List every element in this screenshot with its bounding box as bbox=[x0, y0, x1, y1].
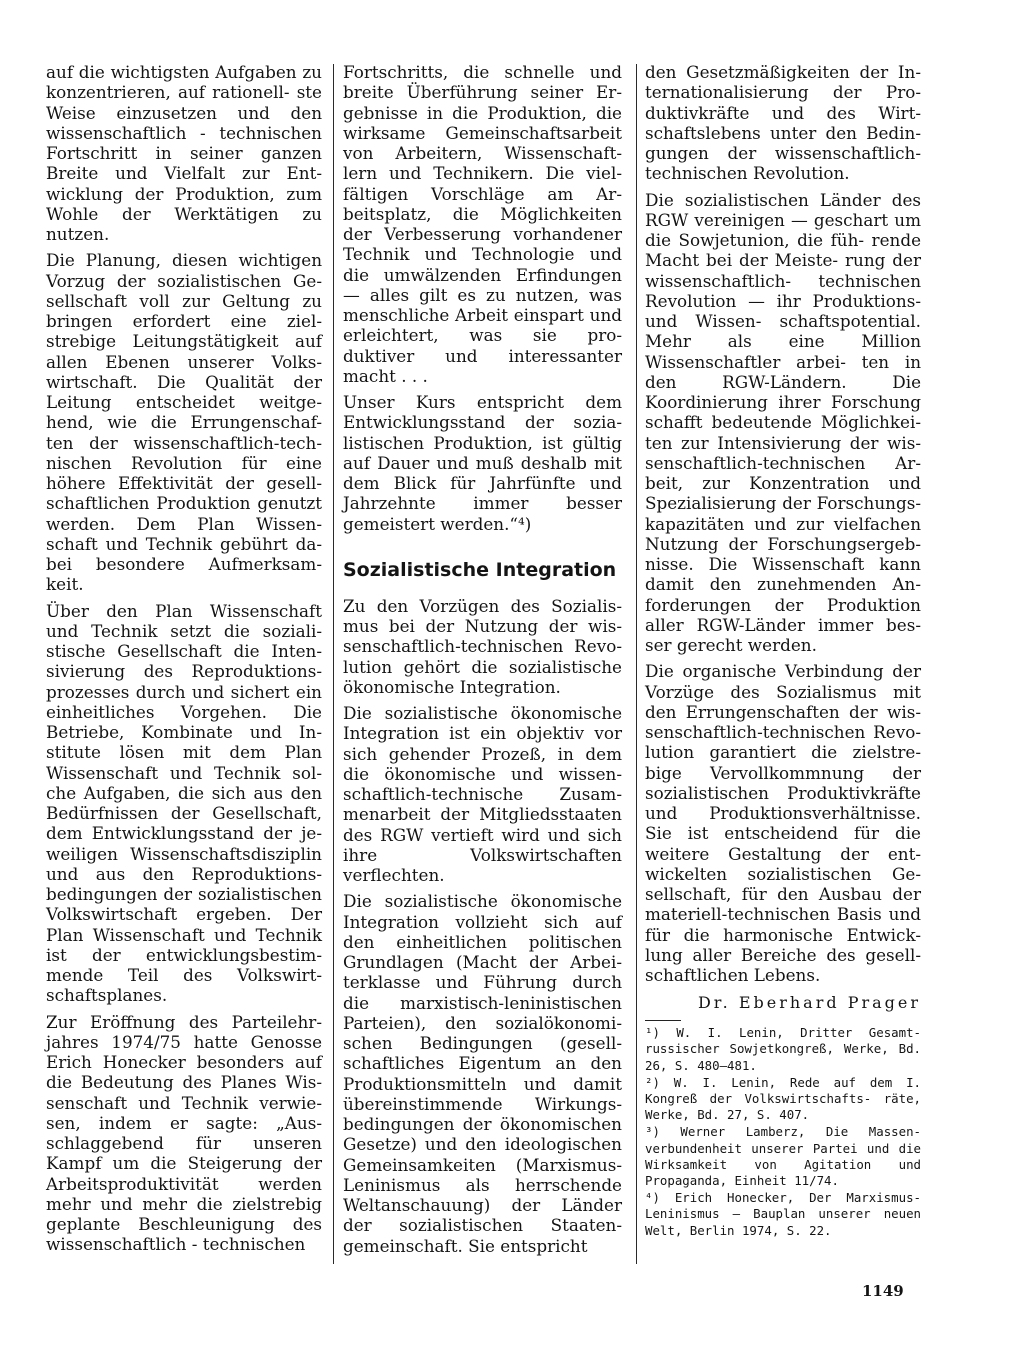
paragraph: Zu den Vorzügen des Sozialis- mus bei der Nutzung der wis- senschaftlich-technischen Revo- lution gehört die sozialistische ökonomische Integration. bbox=[343, 595, 622, 697]
column-divider-right bbox=[636, 64, 637, 1264]
paragraph: Unser Kurs entspricht dem Entwicklungsstand der sozia- listischen Produktion, ist gültig auf Dauer und muß deshalb mit dem Blick für Jahrfünfte und Jahrzehnte immer besser gemeistert werden.“⁴) bbox=[343, 392, 622, 534]
author-signature: Dr. Eberhard Prager bbox=[697, 993, 921, 1013]
section-heading: Sozialistische Integration bbox=[343, 558, 617, 581]
footnote: ⁴) Erich Honecker, Der Marxismus- Leninismus – Bauplan unserer neuen Welt, Berlin 1974, S. 22. bbox=[645, 1190, 921, 1238]
paragraph: Über den Plan Wissenschaft und Technik setzt die soziali- stische Gesellschaft die Inten- sivierung des Reproduktions- prozesses durch und sichert ein einheitliches Vorgehen. Die Betriebe, Kombinate und In- stitute lösen mit dem Plan Wissenschaft und Technik sol- che Aufgaben, die sich aus den Bedürfnissen der Gesellschaft, dem Entwicklungsstand der je- weiligen Wissenschaftsdisziplin und aus den Reproduktions- bedingungen der sozialistischen Volkswirtschaft ergeben. Der Plan Wissenschaft und Technik ist der entwicklungsbestim- mende Teil des Volkswirt- schaftsplanes. bbox=[46, 600, 322, 1006]
paragraph: Die sozialistischen Länder des RGW vereinigen — geschart um die Sowjetunion, die füh- rende Macht bei der Meiste- rung der wissenschaftlich- technischen Revolution — ihr Produktions- und Wissen- schaftspotential. Mehr als eine Million Wissenschaftler arbei- ten in den RGW-Ländern. Die Koordinierung ihrer Forschung schafft bedeutende Möglichkei- ten zur Intensivierung der wis- senschaftlich-technischen Ar- beit, zur Konzentration und Spezialisierung der Forschungs- kapazitäten und zur vielfachen Nutzung der Forschungsergeb- nisse. Die Wissenschaft kann damit den zunehmenden An- forderungen der Produktion aller RGW-Länder immer bes- ser gerecht werden. bbox=[645, 189, 921, 655]
footnote: ³) Werner Lamberz, Die Massen- verbundenheit unserer Partei und die Wirksamkeit von Agitation und Propaganda, Einheit 11/74. bbox=[645, 1124, 921, 1189]
paragraph: den Gesetzmäßigkeiten der In- ternationalisierung der Pro- duktivkräfte und des Wirt- schaftslebens unter den Bedin- gungen der wissenschaftlich- technischen Revolution. bbox=[645, 62, 921, 184]
paragraph: auf die wichtigsten Aufgaben zu konzentrieren, auf rationell- ste Weise einzusetzen und den wissenschaftlich - technischen Fortschritt in seiner ganzen Breite und Vielfalt zur Ent- wicklung der Produktion, zum Wohle der Werktätigen zu nutzen. bbox=[46, 62, 322, 244]
paragraph: Fortschritts, die schnelle und breite Überführung seiner Er- gebnisse in die Produktion, die wirksame Gemeinschaftsarbeit von Arbeitern, Wissenschaft- lern und Technikern. Die viel- fältigen Vorschläge am Ar- beitsplatz, die Möglichkeiten der Verbesserung vorhandener Technik und Technologie und die umwälzenden Erfindungen — alles gilt es zu nutzen, was menschliche Arbeit einspart und erleichtert, was sie pro- duktiver und interessanter macht . . . bbox=[343, 62, 622, 386]
text-column-3 bbox=[645, 62, 921, 1240]
paragraph: Zur Eröffnung des Parteilehr- jahres 1974/75 hatte Genosse Erich Honecker besonders auf die Bedeutung des Planes Wis- senschaft und Technik verwie- sen, indem er sagte: „Aus- schlaggebend für unseren Kampf um die Steigerung der Arbeitsproduktivität werden mehr und mehr die zielstrebig geplante Beschleunigung des wissenschaftlich - technischen bbox=[46, 1011, 322, 1255]
paragraph: Die sozialistische ökonomische Integration ist ein objektiv vor sich gehender Prozeß, in dem die ökonomische und wissen- schaftlich-technische Zusam- menarbeit der Mitgliedsstaaten des RGW vertieft wird und sich ihre Volkswirtschaften verflechten. bbox=[343, 703, 622, 885]
paragraph: Die sozialistische ökonomische Integration vollzieht sich auf den einheitlichen politischen Grundlagen (Macht der Arbei- terklasse und Führung durch die marxistisch-leninistischen Parteien), den sozialökonomi- schen Bedingungen (gesell- schaftliches Eigentum an den Produktionsmitteln und damit übereinstimmende Wirkungs- bedingungen der ökonomischen Gesetze) und den ideologischen Gemeinsamkeiten (Marxismus- Leninismus als herrschende Weltanschauung) der Länder der sozialistischen Staaten- gemeinschaft. Sie entspricht bbox=[343, 891, 622, 1256]
footnote: ¹) W. I. Lenin, Dritter Gesamt- russischer Sowjetkongreß, Werke, Bd. 26, S. 480–481. bbox=[645, 1025, 921, 1073]
footnote: ²) W. I. Lenin, Rede auf dem I. Kongreß der Volkswirtschafts- räte, Werke, Bd. 27, S. 407. bbox=[645, 1074, 921, 1123]
footnote-separator bbox=[645, 1020, 681, 1021]
column-divider-left bbox=[333, 64, 334, 1264]
paragraph: Die organische Verbindung der Vorzüge des Sozialismus mit den Errungenschaften der wis- senschaftlich-technischen Revo- lution garantiert die zielstre- bige Vervollkommnung der sozialistischen Produktivkräfte und Produktionsverhältnisse. Sie ist entscheidend für die weitere Gestaltung der ent- wickelten sozialistischen Ge- sellschaft, für den Ausbau der materiell-technischen Basis und für die harmonische Entwick- lung aller Bereiche des gesell- schaftlichen Lebens. bbox=[645, 661, 921, 985]
footnote-list bbox=[645, 1025, 921, 1239]
text-column-1 bbox=[46, 62, 322, 1261]
text-column-2 bbox=[343, 62, 622, 1262]
paragraph: Die Planung, diesen wichtigen Vorzug der sozialistischen Ge- sellschaft voll zur Geltung zu bringen erfordert eine ziel- strebige Leitungstätigkeit auf allen Ebenen unserer Volks- wirtschaft. Die Qualität der Leitung entscheidet weitge- hend, wie die Errungenschaf- ten der wissenschaftlich-tech- nischen Revolution für eine höhere Effektivität der gesell- schaftlichen Produktion genutzt werden. Dem Plan Wissen- schaft und Technik gebührt da- bei besondere Aufmerksam- keit. bbox=[46, 250, 322, 595]
page-number: 1149 bbox=[862, 1282, 904, 1300]
